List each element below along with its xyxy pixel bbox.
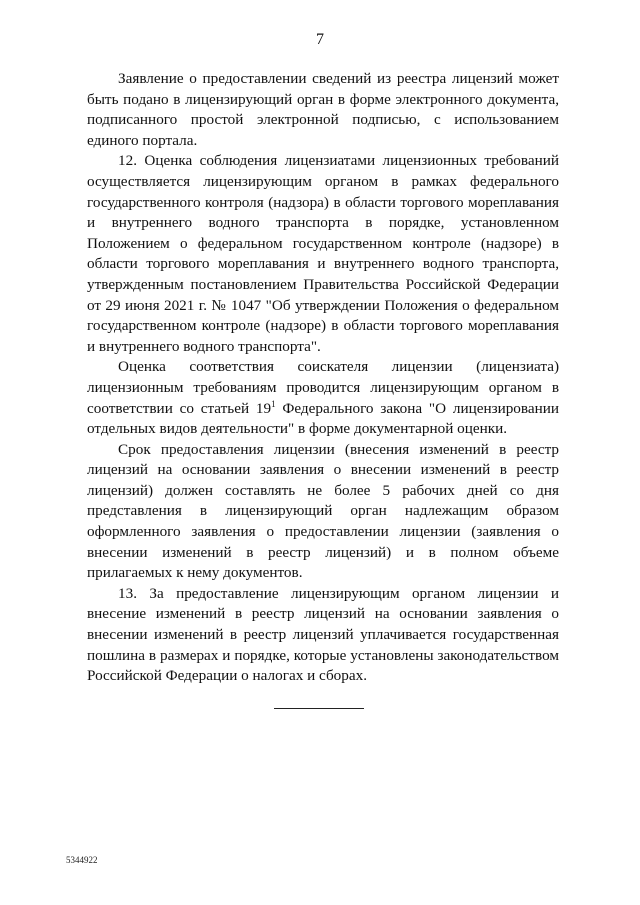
paragraph-13-state-fee (87, 584, 559, 687)
paragraph-conformity-assessment (87, 357, 559, 439)
paragraph-license-term (87, 440, 559, 584)
paragraph-text: Оценка соответствия соискателя лицензии (лицензиата) лицензионным требованиям проводится лицензирующим органом в соответствии со статьей 19 (87, 358, 559, 417)
page-number: 7 (316, 31, 324, 48)
paragraph-12-compliance-assessment (87, 151, 559, 357)
paragraph-text: Срок предоставления лицензии (внесения изменений в реестр лицензий на основании заявления о внесении изменений в реестр лицензий) должен составлять не более 5 рабочих дней со дня представления в лицензирующий орган надлежащим образом оформленного заявления о предоставлении лицензии (заявления о внесении изменений в реестр лицензий) и в полном объеме прилагаемых к нему документов. (87, 440, 559, 582)
paragraph-text: 12. Оценка соблюдения лицензиатами лицензионных требований осуществляется лицензирующим органом в рамках федерального государственного контроля (надзора) в области торгового мореплавания и внутреннего водного транспорта в порядке, установленном Положением о федеральном государственном контроле (надзоре) в области торгового мореплавания и внутреннего водного транспорта, утвержденным постановлением Правительства Российской Федерации от 29 июня 2021 г. № 1047 "Об утверждении Положения о федеральном государственном контроле (надзоре) в области торгового мореплавания и внутреннего водного транспорта". (87, 152, 559, 355)
end-of-text-divider (274, 708, 364, 709)
document-body (87, 69, 559, 687)
paragraph-application-statement (87, 69, 559, 151)
paragraph-text: Заявление о предоставлении сведений из реестра лицензий может быть подано в лицензирующий орган в форме электронного документа, подписанного простой электронной подписью, с использованием единого портала. (87, 70, 559, 149)
paragraph-text: Федерального закона "О лицензировании отдельных видов деятельности" в форме документарной оценки. (87, 399, 559, 438)
document-code: 5344922 (66, 855, 98, 865)
article-superscript: 1 (271, 398, 276, 409)
paragraph-text: 13. За предоставление лицензирующим органом лицензии и внесение изменений в реестр лицензий на основании заявления о внесении изменений в реестр лицензий уплачивается государственная пошлина в размерах и порядке, которые установлены законодательством Российской Федерации о налогах и сборах. (87, 584, 559, 685)
